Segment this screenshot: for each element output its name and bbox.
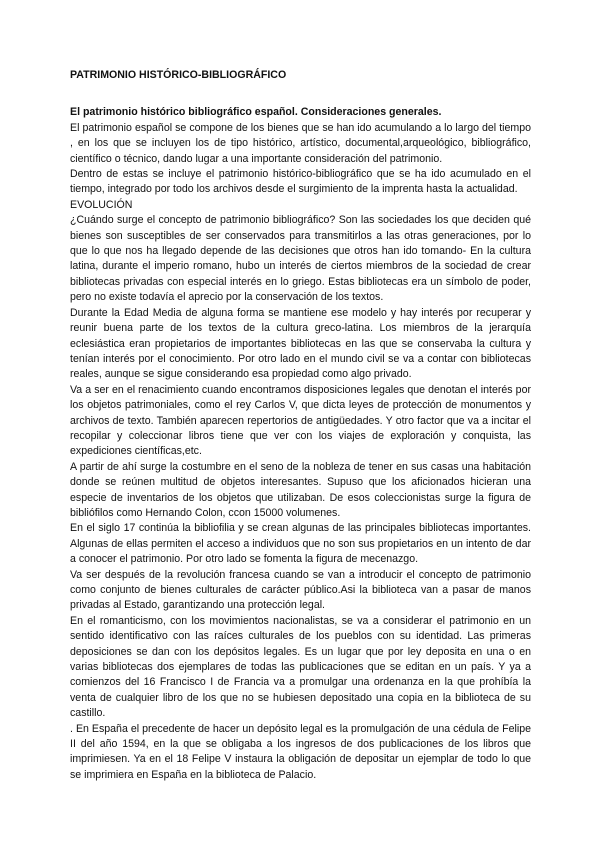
- document-page: [70, 68, 531, 783]
- document-subtitle: El patrimonio histórico bibliográfico español. Consideraciones generales.: [70, 106, 442, 119]
- intro-paragraph-1: El patrimonio español se compone de los bienes que se han ido acumulando a lo largo del tiempo , en los que se incluyen los de tipo histórico, artístico, documental,arqueológico, bibliográfico, científico o técnico, dando lugar a una importante consideración del patrimonio.: [70, 121, 531, 165]
- evolution-paragraph-8: . En España el precedente de hacer un depósito legal es la promulgación de una cédula de Felipe II del año 1594, en la que se obligaba a los ingresos de dos publicaciones de los libros que imprimiesen. Ya en el 18 Felipe V instaura la obligación de depositar un ejemplar de todo lo que se imprimiera en España en la biblioteca de Palacio.: [70, 722, 531, 781]
- evolution-paragraph-2: Durante la Edad Media de alguna forma se mantiene ese modelo y hay interés por recuperar y reunir buena parte de los textos de la cultura greco-latina. Los miembros de la jerarquía eclesiástica eran propietarios de importantes bibliotecas en las que se conservaba la cultura y tenían interés por el conocimiento. Por otro lado en el mundo civil se va a contar con bibliotecas reales, aunque se sigue considerando esa propiedad como algo privado.: [70, 306, 531, 381]
- evolution-paragraph-6: Va ser después de la revolución francesa cuando se van a introducir el concepto de patrimonio como conjunto de bienes culturales de carácter público.Asi la biblioteca van a pasar de manos privadas al Estado, garantizando una protección legal.: [70, 568, 531, 612]
- evolution-paragraph-7: En el romanticismo, con los movimientos nacionalistas, se va a considerar el patrimonio en un sentido identificativo con las raíces culturales de los pueblos con su identidad. Las primeras deposiciones se dan con los depósitos legales. Es un lugar que por ley deposita en una o en varias bibliotecas dos ejemplares de todas las publicaciones que se editan en un país. Y ya a comienzos del 16 Francisco I de Francia va a promulgar una ordenanza en la que prohíbía la venta de cualquier libro de los que no se hubiesen depositado una copia en la biblioteca de su castillo.: [70, 614, 531, 720]
- evolution-paragraph-1: ¿Cuándo surge el concepto de patrimonio bibliográfico? Son las sociedades los que deciden qué bienes son susceptibles de ser conservados para transmitirlos a las otras generaciones, por lo que lo que nos ha llegado depende de las decisiones que otros han ido tomando- En la cultura latina, durante el imperio romano, hubo un interés de ciertos miembros de la sociedad de crear bibliotecas privadas con especial interés en lo griego. Estas bibliotecas era un símbolo de poder, pero no existe todavía el aprecio por la conservación de los textos.: [70, 214, 531, 304]
- evolution-paragraph-3: Va a ser en el renacimiento cuando encontramos disposiciones legales que denotan el interés por los objetos patrimoniales, como el rey Carlos V, que dicta leyes de protección de monumentos y archivos de texto. También aparecen repertorios de antigüedades. Y otro factor que va a incitar el recopilar y coleccionar libros tiene que ver con los viajes de exploración y conquista, las expediciones científicas,etc.: [70, 383, 531, 458]
- evolution-paragraph-4: A partir de ahí surge la costumbre en el seno de la nobleza de tener en sus casas una habitación donde se reúnen multitud de objetos interesantes. Supuso que los aficionados hicieran una especie de inventarios de los objetos que utilizaban. De esos coleccionistas surge la figura de bibliófilos como Hernando Colon, ccon 15000 volumenes.: [70, 460, 531, 519]
- document-title: PATRIMONIO HISTÓRICO-BIBLIOGRÁFICO: [70, 69, 287, 81]
- section-heading: EVOLUCIÓN: [70, 198, 133, 211]
- intro-paragraph-2: Dentro de estas se incluye el patrimonio histórico-bibliográfico que se ha ido acumulado en el tiempo, integrado por todo los archivos desde el surgimiento de la imprenta hasta la actualidad.: [70, 168, 531, 196]
- evolution-paragraph-5: En el siglo 17 continúa la bibliofilia y se crean algunas de las principales bibliotecas importantes. Algunas de ellas permiten el acceso a individuos que no son sus propietarios en un intento de dar a conocer el patrimonio. Por otro lado se fomenta la figura de mecenazgo.: [70, 522, 531, 566]
